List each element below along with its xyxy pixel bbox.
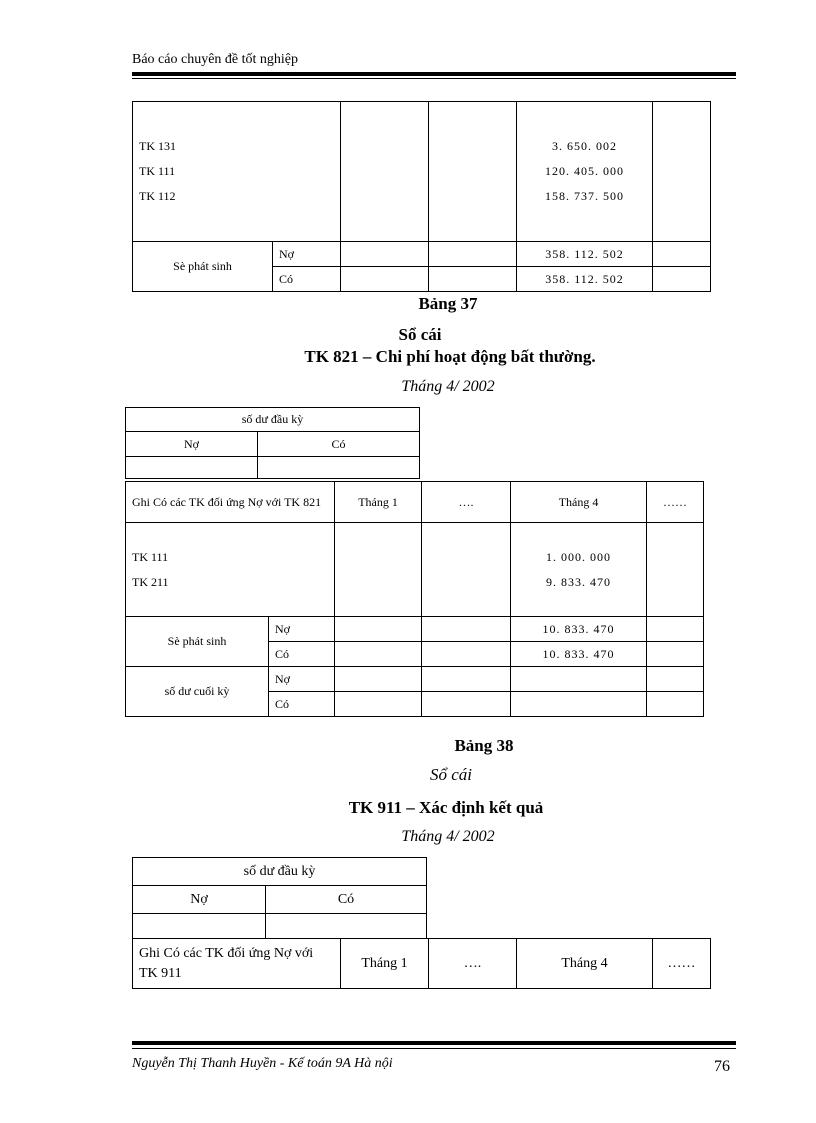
column-header-thang1: Tháng 1	[341, 939, 429, 989]
account-row: TK 211	[132, 574, 169, 589]
amount-list-cell	[517, 102, 653, 242]
period-label: Tháng 4/ 2002	[401, 828, 495, 845]
phat-sinh-co-value: 358. 112. 502	[517, 267, 653, 292]
no-label: Nợ	[269, 667, 335, 692]
phat-sinh-no-value: 358. 112. 502	[517, 242, 653, 267]
account-subtitle: TK 911 – Xác định kết quả	[348, 798, 544, 817]
no-label: Nợ	[273, 242, 341, 267]
so-cai-title: Sổ cái	[398, 325, 442, 344]
account-list-cell	[126, 523, 335, 617]
column-header-thang4: Tháng 4	[517, 939, 653, 989]
closing-balance-label: số dư cuối kỳ	[126, 667, 269, 717]
amount-row: 9. 833. 470	[546, 574, 612, 589]
column-header-accounts: Ghi Có các TK đối ứng Nợ với TK 911	[133, 939, 341, 989]
account-row: TK 111	[139, 164, 176, 178]
column-header-thang1: Tháng 1	[335, 482, 422, 523]
co-label: Có	[269, 692, 335, 717]
opening-balance-label: số dư đầu kỳ	[126, 408, 420, 432]
amount-row: 1. 000. 000	[546, 549, 612, 564]
table-number: Bảng 37	[418, 294, 478, 313]
amount-row: 3. 650. 002	[552, 139, 617, 153]
ledger-table-tk911	[132, 938, 711, 989]
account-row: TK 112	[139, 189, 176, 203]
document-header: Báo cáo chuyên đề tốt nghiệp	[132, 52, 299, 67]
ledger-table-continued	[132, 101, 711, 292]
page-number: 76	[714, 1058, 730, 1075]
co-label: Có	[273, 267, 341, 292]
opening-balance-label: số dư đầu kỳ	[133, 858, 427, 886]
column-header-dots: ….	[422, 482, 511, 523]
amount-list-cell	[511, 523, 647, 617]
account-row: TK 111	[132, 549, 169, 564]
ledger-table-tk821	[125, 481, 704, 717]
header-rule-thick	[132, 72, 736, 76]
opening-balance-table	[132, 857, 427, 939]
amount-row: 158. 737. 500	[545, 189, 624, 203]
period-label: Tháng 4/ 2002	[401, 378, 495, 395]
phat-sinh-label: Sè phát sinh	[126, 617, 269, 667]
footer-author: Nguyễn Thị Thanh Huyền - Kế toán 9A Hà nội	[132, 1056, 393, 1071]
opening-balance-table	[125, 407, 420, 479]
column-header-dots: ….	[429, 939, 517, 989]
column-header-accounts: Ghi Có các TK đối ứng Nợ với TK 821	[126, 482, 335, 523]
header-rule-thin	[132, 78, 736, 79]
table-number: Bảng 38	[454, 736, 514, 755]
column-header-dots-2: ……	[653, 939, 711, 989]
amount-row: 120. 405. 000	[545, 164, 624, 178]
so-cai-title: Sổ cái	[429, 765, 473, 784]
no-label: Nợ	[269, 617, 335, 642]
phat-sinh-label: Sè phát sinh	[133, 242, 273, 292]
footer-rule-thin	[132, 1048, 736, 1049]
opening-co-header: Có	[258, 432, 420, 457]
footer-rule-thick	[132, 1041, 736, 1045]
account-list-cell	[133, 102, 341, 242]
phat-sinh-co-value: 10. 833. 470	[511, 642, 647, 667]
account-row: TK 131	[139, 139, 176, 153]
opening-no-header: Nợ	[126, 432, 258, 457]
column-header-thang4: Tháng 4	[511, 482, 647, 523]
opening-co-header: Có	[266, 886, 427, 914]
account-subtitle: TK 821 – Chi phí hoạt động bất thường.	[304, 347, 596, 366]
column-header-dots-2: ……	[647, 482, 704, 523]
co-label: Có	[269, 642, 335, 667]
phat-sinh-no-value: 10. 833. 470	[511, 617, 647, 642]
opening-no-header: Nợ	[133, 886, 266, 914]
